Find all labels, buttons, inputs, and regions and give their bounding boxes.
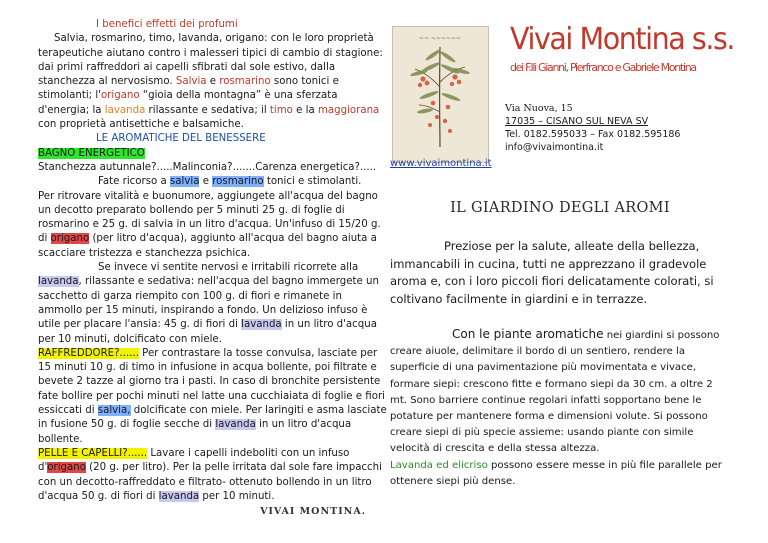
brand-name: Vivai Montina s.s. (510, 22, 735, 57)
street-address: Via Nuova, 15 (505, 103, 573, 114)
highlighted-word: rosmarino (212, 176, 264, 188)
phone-fax: Tel. 0182.595033 – Fax 0182.595186 (505, 129, 681, 140)
text-run: e (199, 176, 213, 188)
text-run: , rilassante e sedativa: nell'acqua del bagno immergete un sacchetto di garza riempito con 100 g. di fiori e rimanete in ammollo per 15 minuti, inspirando a fondo. Un delizioso infuso è utile per placare l'ansia: 45 g. di fiori di (38, 276, 379, 331)
piante-tail: possono essere messe in più file parallele per ottenere siepi più dense. (390, 459, 722, 487)
email-address[interactable]: info@vivaimontina.it (505, 142, 604, 153)
piante-section (390, 326, 730, 490)
text-run: per 10 minuti. (199, 490, 275, 502)
colored-word: maggiorana (317, 104, 380, 116)
brand-subtitle: dei F.lli Gianni, Pierfranco e Gabriele Montina (510, 61, 696, 74)
highlighted-word: PELLE E CAPELLI?...... (38, 447, 148, 459)
nervosi-lead: Se invece vi sentite nervosi e irritabili ricorrete alla (98, 262, 359, 274)
text-run: Lavare i capelli indeboliti con un infuso d' (38, 447, 350, 474)
nervosi-paragraph (38, 275, 388, 346)
website-link[interactable]: www.vivaimontina.it (390, 158, 492, 169)
left-heading: I benefici effetti dei profumi (96, 19, 238, 30)
text-run: con proprietà antisettiche e balsamiche. (38, 119, 244, 131)
highlighted-word: origano (50, 233, 90, 245)
text-run: tonici e stimolanti. (263, 176, 362, 188)
colored-word: origano (100, 90, 140, 102)
giardino-title: IL GIARDINO DEGLI AROMI (450, 200, 670, 216)
highlighted-word: origano (47, 462, 86, 474)
highlighted-word: salvia, (97, 405, 131, 417)
text-run: Per contrastare la tosse convulsa, lasciate per 15 minuti 10 g. di timo in infusione in acqua bollente, poi filtrate e bevete 2 tazze al giorno tra i pasti. In caso di bronchite persistente fate bollire per pochi minuti nel latte una cucchiaiata di foglie e fiori essiccati di (38, 347, 385, 417)
text-run: sono tonici e stimolanti; l' (38, 76, 339, 102)
piante-text: nei giardini si possono creare aiuole, delimitare il bordo di un sentiero, rendere la superficie di una pavimentazione più movimentata e vivace, formare siepi: crescono fitte e formano siepi da 30 cm. a oltre 2 mt. Sono barriere continue regolari infatti sopportano bene le potature per mantenere forma e dimensioni volute. Si possono creare siepi di più specie assieme: usando piante con simile velocità di crescita e della stessa altezza. (390, 330, 720, 455)
brand-block (510, 22, 750, 74)
intro-paragraph (38, 32, 388, 132)
text-run: Salvia, rosmarino, timo, lavanda, origano: con le loro proprietà terapeutiche aiutano contro i malesseri tipici di cambio di stagione: dai primi raffreddori ai capelli sfibrati dal sole estivo, dalla stanchezza al nervosismo. (38, 33, 383, 88)
highlighted-word: RAFFREDDORE?...... (38, 347, 139, 359)
lavanda-word: Lavanda (390, 459, 433, 471)
highlighted-word: lavanda (38, 276, 79, 288)
bagno-label: BAGNO ENERGETICO (38, 147, 145, 159)
highlighted-word: lavanda (241, 319, 282, 331)
text-run: Fate ricorso a (98, 176, 170, 188)
highlighted-word: salvia (169, 176, 200, 188)
svg-text:~~ ~~~~~~: ~~ ~~~~~~ (418, 35, 462, 42)
aromatiche-subheading: LE AROMATICHE DEL BENESSERE (96, 133, 266, 145)
left-column (38, 18, 388, 519)
text-run: dolcificate con miele. Per laringiti e asma lasciate in fusione 50 g. di foglie secche di (38, 405, 387, 431)
ricorso-line (38, 175, 388, 189)
text-run: rilassante e sedativa; il (145, 104, 270, 116)
highlighted-word: lavanda (215, 419, 256, 431)
preziose-paragraph: Preziose per la salute, alleate della bellezza, immancabili in cucina, tutti ne apprezzano il gradevole aroma e, con i loro piccoli fiori delicatamente colorati, si coltivano facilmente in giardini e in terrazze. (390, 239, 714, 306)
ed-word: ed (432, 459, 453, 471)
colored-word: timo (269, 104, 293, 116)
text-run: in un litro d'acqua bollente. (38, 419, 352, 445)
text-run: e (206, 76, 220, 88)
capelli-paragraph (38, 447, 388, 504)
colored-word: rosmarino (219, 76, 271, 88)
colored-word: Salvia (175, 76, 207, 88)
text-run: in un litro d'acqua per 10 minuti, dolcificato con miele. (38, 319, 377, 345)
colored-word: lavanda (104, 104, 146, 116)
text-run: “gioia della montagna” è una sferzata d'energia; la (38, 90, 338, 116)
raffreddore-paragraph (38, 347, 388, 447)
rosemary-herb-icon (393, 27, 488, 162)
highlighted-word: lavanda (158, 490, 200, 502)
piante-lead: Con le piante aromatiche (452, 327, 604, 341)
herb-illustration (392, 26, 489, 163)
questions-line: Stanchezza autunnale?.....Malinconia?.......Carenza energetica?..... (38, 161, 377, 173)
elicriso-word: elicriso (452, 459, 488, 471)
text-run: (per litro d'acqua), aggiunto all'acqua del bagno aiuta a scacciare tristezza e stanchezza psichica. (38, 233, 377, 259)
city-address: 17035 – CISANO SUL NEVA SV (505, 116, 649, 127)
ritrovare-paragraph (38, 190, 388, 261)
signature: VIVAI MONTINA. (260, 506, 366, 518)
right-column (390, 200, 730, 490)
text-run: e la (292, 104, 318, 116)
contact-block (505, 102, 680, 154)
text-run: Per ritrovare vitalità e buonumore, aggiungete all'acqua del bagno un decotto preparato bollendo per 5 minuti 25 g. di foglie di rosmarino e 25 g. di salvia in un litro d'acqua. Un'infuso di 15/20 g. di (38, 190, 381, 245)
text-run: (20 g. per litro). Per la pelle irritata dal sole fare impacchi con un decotto-raffreddato e filtrato- ottenuto bollendo in un litro d'acqua 50 g. di fiori di (38, 462, 382, 502)
